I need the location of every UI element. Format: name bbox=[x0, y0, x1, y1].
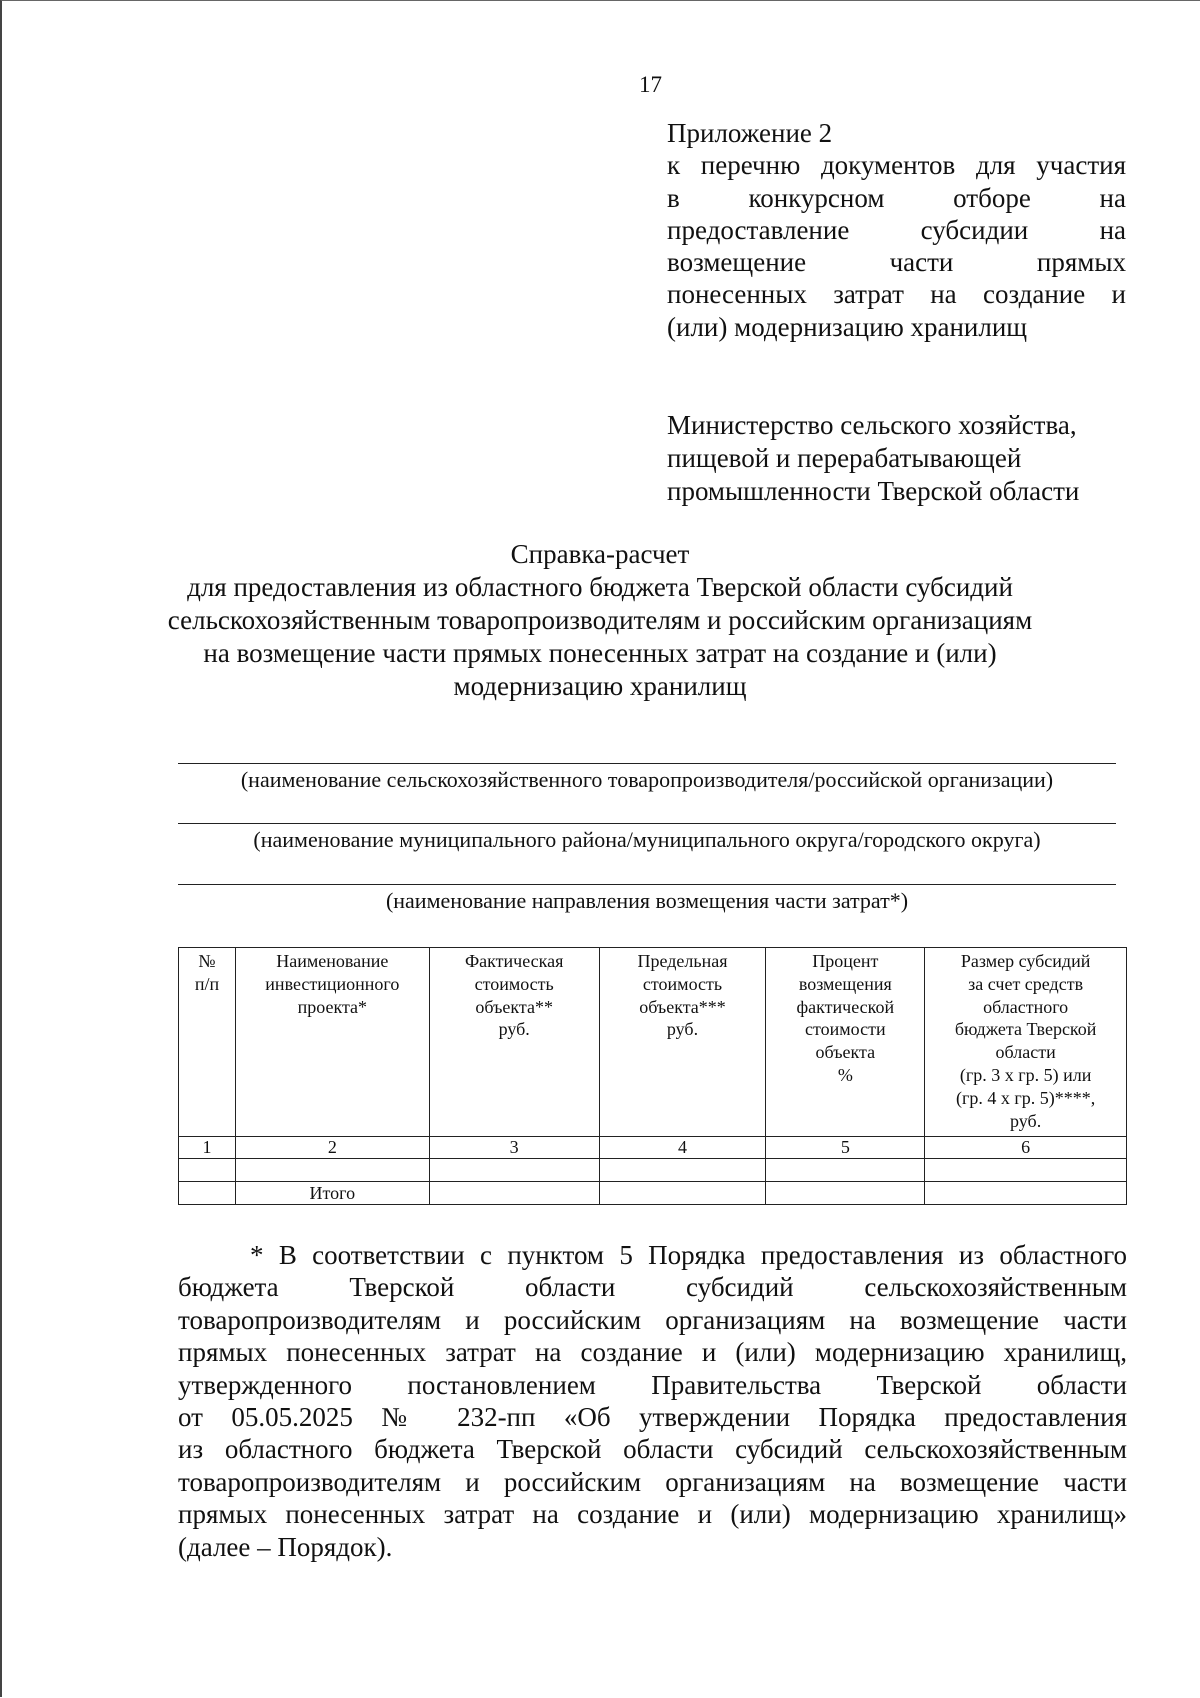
addressee-line: пищевой и перерабатывающей bbox=[667, 443, 1022, 473]
organization-name-caption: (наименование сельскохозяйственного товаропроизводителя/российской организации) bbox=[240, 767, 1054, 792]
appendix-block bbox=[667, 117, 1126, 343]
table-cell[interactable] bbox=[179, 1182, 236, 1205]
table-cell[interactable] bbox=[429, 1182, 599, 1205]
footnote-line: утвержденного постановлением Правительства Тверской области bbox=[178, 1369, 1127, 1400]
table-cell[interactable] bbox=[766, 1182, 925, 1205]
column-number: 2 bbox=[235, 1137, 429, 1159]
table-cell[interactable] bbox=[766, 1159, 925, 1182]
appendix-title: Приложение 2 bbox=[667, 118, 833, 148]
page-number: 17 bbox=[639, 72, 662, 97]
column-number: 4 bbox=[599, 1137, 766, 1159]
column-header-number: № п/п bbox=[179, 948, 236, 1137]
addressee-line: промышленности Тверской области bbox=[667, 476, 1080, 506]
column-number: 5 bbox=[766, 1137, 925, 1159]
table-cell[interactable] bbox=[925, 1182, 1127, 1205]
total-row bbox=[179, 1182, 1127, 1205]
appendix-line: в конкурсном отборе на bbox=[667, 182, 1126, 213]
appendix-line: предоставление субсидии на bbox=[667, 214, 1126, 245]
appendix-line: понесенных затрат на создание и bbox=[667, 279, 1126, 310]
table-cell[interactable] bbox=[599, 1159, 766, 1182]
column-number: 6 bbox=[925, 1137, 1127, 1159]
table-row bbox=[179, 1159, 1127, 1182]
footnote-line: из областного бюджета Тверской области субсидий сельскохозяйственным bbox=[178, 1434, 1127, 1465]
table-header-row bbox=[179, 948, 1127, 1137]
heading-line: для предоставления из областного бюджета Тверской области субсидий bbox=[187, 572, 1013, 602]
column-number-row bbox=[179, 1137, 1127, 1159]
table-cell[interactable] bbox=[599, 1182, 766, 1205]
addressee-line: Министерство сельского хозяйства, bbox=[667, 410, 1077, 440]
column-number: 3 bbox=[429, 1137, 599, 1159]
appendix-line: возмещение части прямых bbox=[667, 247, 1126, 278]
document-heading bbox=[150, 538, 1050, 703]
footnote-line: прямых понесенных затрат на создание и (или) модернизацию хранилищ, bbox=[178, 1337, 1127, 1368]
municipality-name-caption: (наименование муниципального района/муниципального округа/городского округа) bbox=[253, 827, 1041, 852]
table-cell[interactable] bbox=[179, 1159, 236, 1182]
column-number: 1 bbox=[179, 1137, 236, 1159]
footnote-line: (далее – Порядок). bbox=[178, 1531, 393, 1562]
footnote-line: товаропроизводителям и российским организациям на возмещение части bbox=[178, 1304, 1127, 1335]
appendix-line: к перечню документов для участия bbox=[667, 150, 1126, 181]
appendix-line: (или) модернизацию хранилищ bbox=[667, 311, 1028, 342]
column-header-reimbursement-percent: Процент возмещения фактической стоимости объекта % bbox=[766, 948, 925, 1137]
table-cell[interactable] bbox=[429, 1159, 599, 1182]
footnote-line: товаропроизводителям и российским организациям на возмещение части bbox=[178, 1466, 1127, 1497]
document-title: Справка-расчет bbox=[510, 539, 690, 569]
footnote bbox=[178, 1239, 1127, 1563]
heading-line: на возмещение части прямых понесенных затрат на создание и (или) bbox=[203, 638, 997, 668]
addressee-block bbox=[667, 409, 1137, 508]
column-header-limit-cost: Предельная стоимость объекта*** руб. bbox=[599, 948, 766, 1137]
column-header-subsidy-amount: Размер субсидий за счет средств областного бюджета Тверской области (гр. 3 х гр. 5) или (гр. 4 х гр. 5)****, руб. bbox=[925, 948, 1127, 1137]
column-header-actual-cost: Фактическая стоимость объекта** руб. bbox=[429, 948, 599, 1137]
organization-name-field[interactable] bbox=[178, 763, 1116, 764]
reimbursement-direction-caption: (наименование направления возмещения части затрат*) bbox=[385, 888, 909, 913]
footnote-line: * В соответствии с пунктом 5 Порядка предоставления из областного bbox=[250, 1240, 1127, 1270]
heading-line: сельскохозяйственным товаропроизводителям и российским организациям bbox=[167, 605, 1033, 635]
table-cell[interactable] bbox=[235, 1159, 429, 1182]
footnote-line: прямых понесенных затрат на создание и (или) модернизацию хранилищ» bbox=[178, 1499, 1127, 1530]
subsidy-calculation-table bbox=[178, 947, 1127, 1205]
table-cell[interactable] bbox=[925, 1159, 1127, 1182]
municipality-name-field[interactable] bbox=[178, 823, 1116, 824]
total-label: Итого bbox=[235, 1182, 429, 1205]
footnote-line: бюджета Тверской области субсидий сельскохозяйственным bbox=[178, 1272, 1127, 1303]
heading-line: модернизацию хранилищ bbox=[453, 671, 747, 701]
reimbursement-direction-field[interactable] bbox=[178, 884, 1116, 885]
footnote-line: от 05.05.2025 № 232-пп «Об утверждении Порядка предоставления bbox=[178, 1402, 1127, 1433]
column-header-project-name: Наименование инвестиционного проекта* bbox=[235, 948, 429, 1137]
